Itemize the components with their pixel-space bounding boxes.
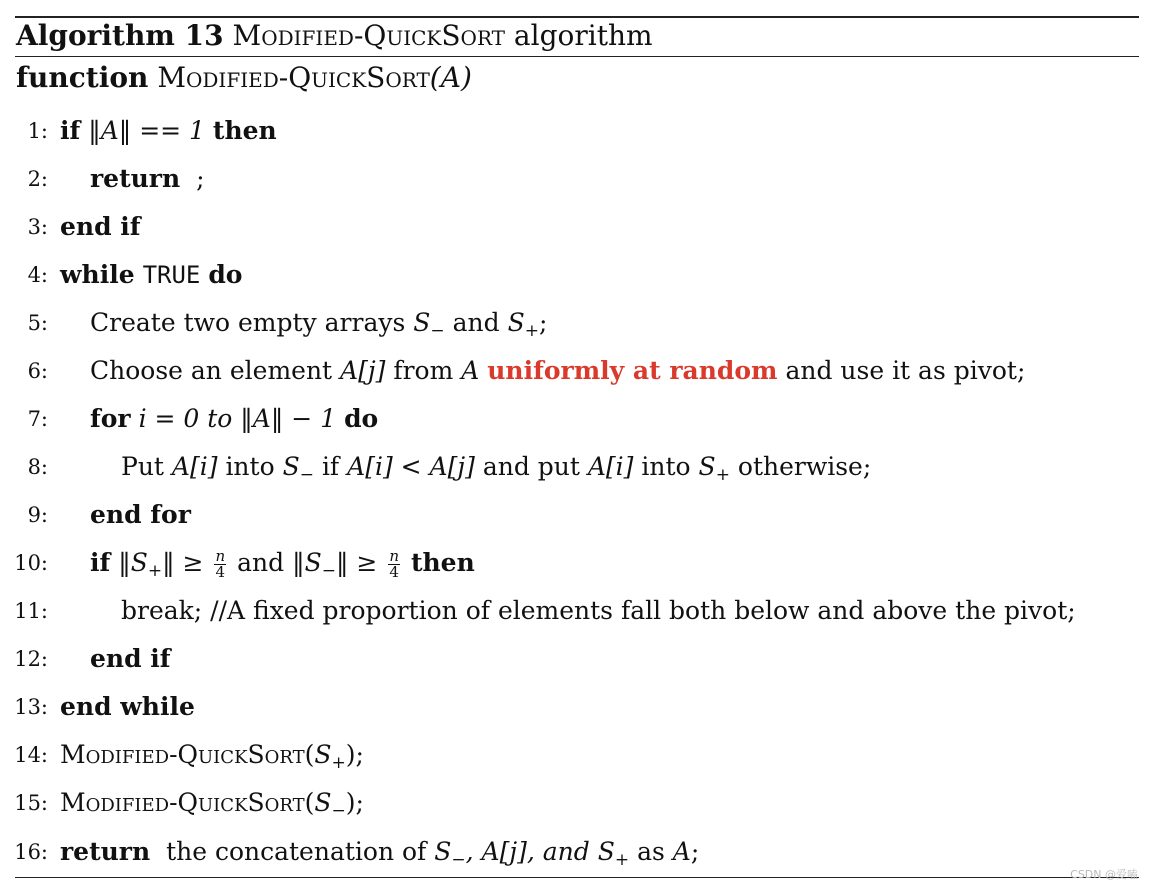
line-number: 8: — [27, 455, 48, 479]
relation: ‖ ≥ — [335, 548, 378, 577]
subscript: − — [430, 321, 445, 342]
fraction-denominator: 4 — [215, 563, 226, 581]
statement-text: from — [393, 356, 454, 385]
set-s-minus: S — [434, 837, 452, 866]
subscript: − — [451, 850, 466, 871]
keyword-if: if — [60, 116, 81, 145]
subscript: + — [715, 465, 730, 486]
line-number: 13: — [14, 695, 48, 719]
algorithm-name: Modified-QuickSort — [232, 19, 506, 52]
statement-text: if — [321, 452, 340, 481]
statement-text: and use it as pivot; — [785, 356, 1026, 385]
line-number: 2: — [27, 167, 48, 191]
subscript: + — [524, 321, 539, 342]
keyword-return: return — [90, 164, 181, 193]
function-header — [16, 60, 472, 96]
watermark: CSDN @爱嗑 — [1070, 868, 1138, 881]
statement-text: , A[j], and — [465, 837, 590, 866]
function-keyword: function — [16, 61, 149, 94]
function-name: Modified-QuickSort — [157, 61, 430, 94]
statement-text: Put — [121, 452, 164, 481]
line-number: 14: — [14, 743, 48, 767]
conjunction: and — [452, 308, 500, 337]
keyword-if: if — [90, 548, 111, 577]
line-number: 15: — [14, 791, 48, 815]
line-number: 9: — [27, 503, 48, 527]
statement-end: ); — [345, 740, 364, 769]
statement-end: ; — [538, 308, 548, 337]
set-s-plus: S — [698, 452, 716, 481]
algorithm-label: Algorithm 13 — [16, 19, 224, 52]
keyword-for: for — [90, 404, 131, 433]
fraction-denominator: 4 — [389, 563, 399, 581]
keyword-end-for: end for — [90, 500, 191, 529]
recursive-call-name: Modified-QuickSort — [60, 740, 305, 769]
subscript: − — [331, 801, 346, 822]
loop-range: i = 0 to ‖A‖ − 1 — [138, 404, 337, 433]
statement-text: otherwise; — [737, 452, 872, 481]
line-number: 10: — [14, 551, 48, 575]
set-s-minus: S — [282, 452, 300, 481]
bottom-rule — [15, 877, 1139, 878]
set-s-plus: S — [314, 740, 332, 769]
keyword-end-if: end if — [90, 644, 171, 673]
keyword-then: then — [212, 116, 277, 145]
line-number: 5: — [27, 311, 48, 335]
subscript: + — [614, 850, 630, 871]
norm-s-minus: ‖S — [292, 548, 322, 577]
fraction-n-over-4 — [388, 549, 400, 580]
keyword-then: then — [410, 548, 475, 577]
fraction-n-over-4 — [214, 549, 226, 580]
line-number: 7: — [27, 407, 48, 431]
keyword-while: while — [60, 260, 135, 289]
set-s-minus: S — [413, 308, 431, 337]
line-number: 16: — [14, 840, 48, 864]
line-number: 1: — [27, 119, 48, 143]
element-ai: A[i] — [587, 452, 634, 481]
statement-text: Choose an element — [90, 356, 333, 385]
algorithm-suffix: algorithm — [513, 19, 653, 52]
fraction-numerator: n — [215, 547, 226, 565]
statement-text: into — [225, 452, 275, 481]
pivot-element: A[j] — [340, 356, 386, 385]
statement-text: Create two empty arrays — [90, 308, 406, 337]
statement-end: ); — [345, 788, 364, 817]
subscript: + — [331, 753, 346, 774]
statement-end: ; — [196, 164, 205, 193]
caption-rule — [15, 56, 1139, 57]
keyword-end-while: end while — [60, 692, 195, 721]
recursive-call-name: Modified-QuickSort — [60, 788, 305, 817]
norm-s-plus: ‖S — [118, 548, 148, 577]
line-number: 6: — [27, 359, 48, 383]
keyword-end-if: end if — [60, 212, 141, 241]
statement-text: as — [637, 837, 665, 866]
function-arg: (A) — [429, 61, 472, 94]
subscript: − — [299, 465, 314, 486]
condition: ‖A‖ == 1 — [88, 116, 205, 145]
keyword-do: do — [208, 260, 243, 289]
condition-true: TRUE — [142, 261, 201, 289]
statement-text: the concatenation of — [166, 837, 427, 866]
line-number: 12: — [14, 647, 48, 671]
line-number: 4: — [27, 263, 48, 287]
comparison: A[i] < A[j] — [347, 452, 475, 481]
break-comment: break; //A fixed proportion of elements fall both below and above the pivot; — [121, 596, 1076, 625]
set-s-minus: S — [314, 788, 332, 817]
highlight-uniformly-random: uniformly at random — [487, 356, 778, 385]
subscript: − — [321, 561, 336, 582]
array-a: A — [672, 837, 691, 866]
set-s-plus: S — [507, 308, 525, 337]
keyword-return: return — [60, 837, 151, 866]
conjunction: and — [237, 548, 285, 577]
relation: ‖ ≥ — [162, 548, 204, 577]
set-s-plus: S — [597, 837, 615, 866]
line-number: 11: — [14, 599, 48, 623]
array-a: A — [461, 356, 480, 385]
line-number: 3: — [27, 215, 48, 239]
statement-text: into — [641, 452, 691, 481]
keyword-do: do — [344, 404, 379, 433]
subscript: + — [147, 561, 163, 582]
element-ai: A[i] — [171, 452, 218, 481]
statement-end: ; — [690, 837, 700, 866]
fraction-numerator: n — [389, 547, 399, 565]
statement-text: and put — [482, 452, 580, 481]
algorithm-caption — [16, 18, 653, 54]
